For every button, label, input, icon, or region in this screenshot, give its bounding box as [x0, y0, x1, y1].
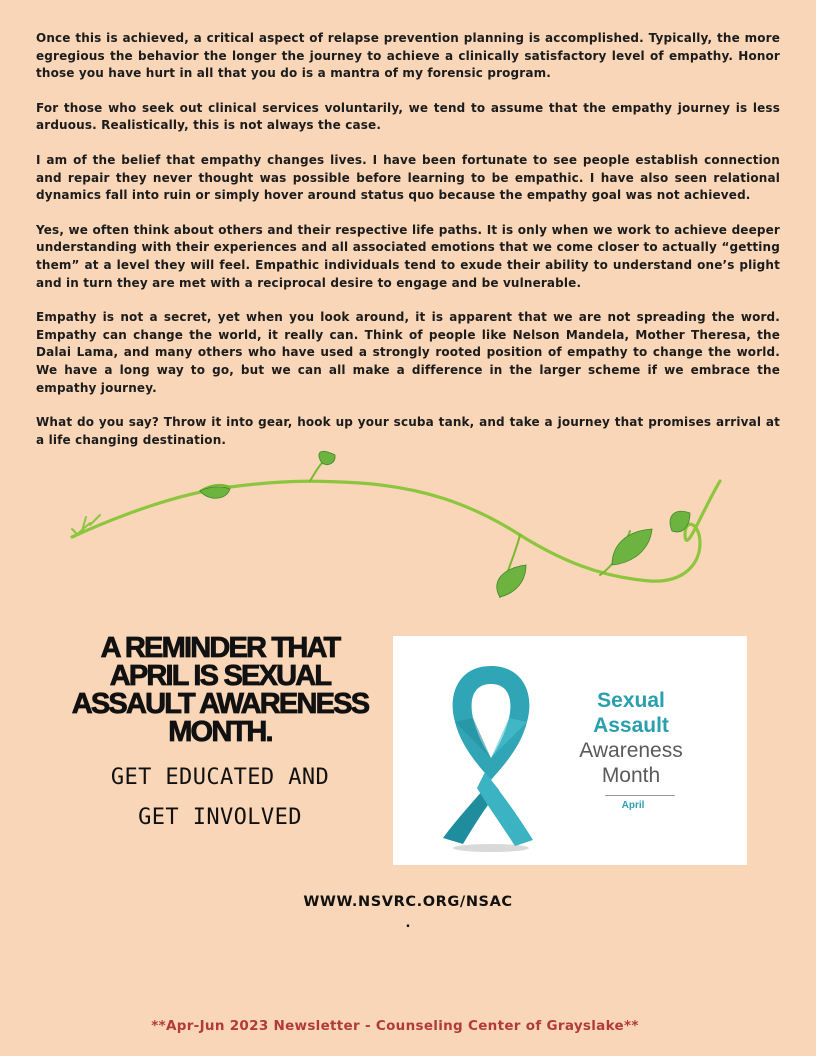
heading-line: ASSAULT AWARENESS — [71, 688, 369, 720]
card-month: April — [621, 800, 645, 811]
subhead-line: GET EDUCATED AND — [110, 765, 330, 790]
card-title-line: Assault — [593, 714, 669, 737]
article-paragraph: For those who seek out clinical services voluntarily, we tend to assume that the empathy journey is less arduous. Realistically, this is not always the case. — [36, 100, 780, 133]
awareness-subhead — [48, 758, 392, 838]
newsletter-footer: **Apr-Jun 2023 Newsletter - Counseling Center of Grayslake** — [151, 1018, 639, 1034]
card-title-line: Sexual — [597, 689, 665, 712]
article-paragraph: Empathy is not a secret, yet when you look around, it is apparent that we are not spreading the word. Empathy can change the world, it really can. Think of people like Nelson Mandela, Mother Theresa, the Dalai Lama, and many others who have used a strongly rooted position of empathy to change the world. We have a long way to go, but we can all make a difference in the larger scheme if we embrace the empathy journey. — [36, 310, 780, 395]
article-paragraph: What do you say? Throw it into gear, hook up your scuba tank, and take a journey that promises arrival at a life changing destination. — [36, 415, 780, 447]
card-title-line: Awareness — [579, 739, 683, 762]
heading-line: APRIL IS SEXUAL — [109, 660, 331, 692]
article-body — [36, 30, 780, 466]
vine-illustration — [60, 445, 730, 615]
nsvrc-link[interactable]: WWW.NSVRC.ORG/NSAC — [303, 894, 513, 910]
awareness-heading — [48, 634, 392, 746]
heading-line: A REMINDER THAT — [100, 632, 340, 664]
card-title — [579, 688, 683, 788]
url-trailing-dot: . — [405, 916, 411, 931]
divider — [605, 795, 675, 796]
heading-line: MONTH. — [168, 716, 272, 748]
awareness-card — [393, 636, 747, 865]
subhead-line: GET INVOLVED — [138, 805, 302, 830]
article-paragraph: Yes, we often think about others and their respective life paths. It is only when we work to achieve deeper understanding with their experiences and all associated emotions that we come closer to actually “getting them” at a level they will feel. Empathic individuals tend to exude their ability to understand one’s plight and in turn they are met with a reciprocal desire to engage and be vulnerable. — [36, 222, 780, 290]
card-title-line: Month — [601, 764, 661, 787]
article-paragraph: Once this is achieved, a critical aspect of relapse prevention planning is accomplished. Typically, the more egregious the behavior the longer the journey to achieve a clinically satisfactory level of empathy. Honor those you have hurt in all that you do is a mantra of my forensic program. — [36, 31, 780, 81]
teal-ribbon-icon — [429, 660, 553, 854]
article-paragraph: I am of the belief that empathy changes lives. I have been fortunate to see people establish connection and repair they never thought was possible before learning to be empathic. I have also seen relational dynamics fall into ruin or simply hover around status quo because the empathy goal was not achieved. — [36, 152, 780, 203]
